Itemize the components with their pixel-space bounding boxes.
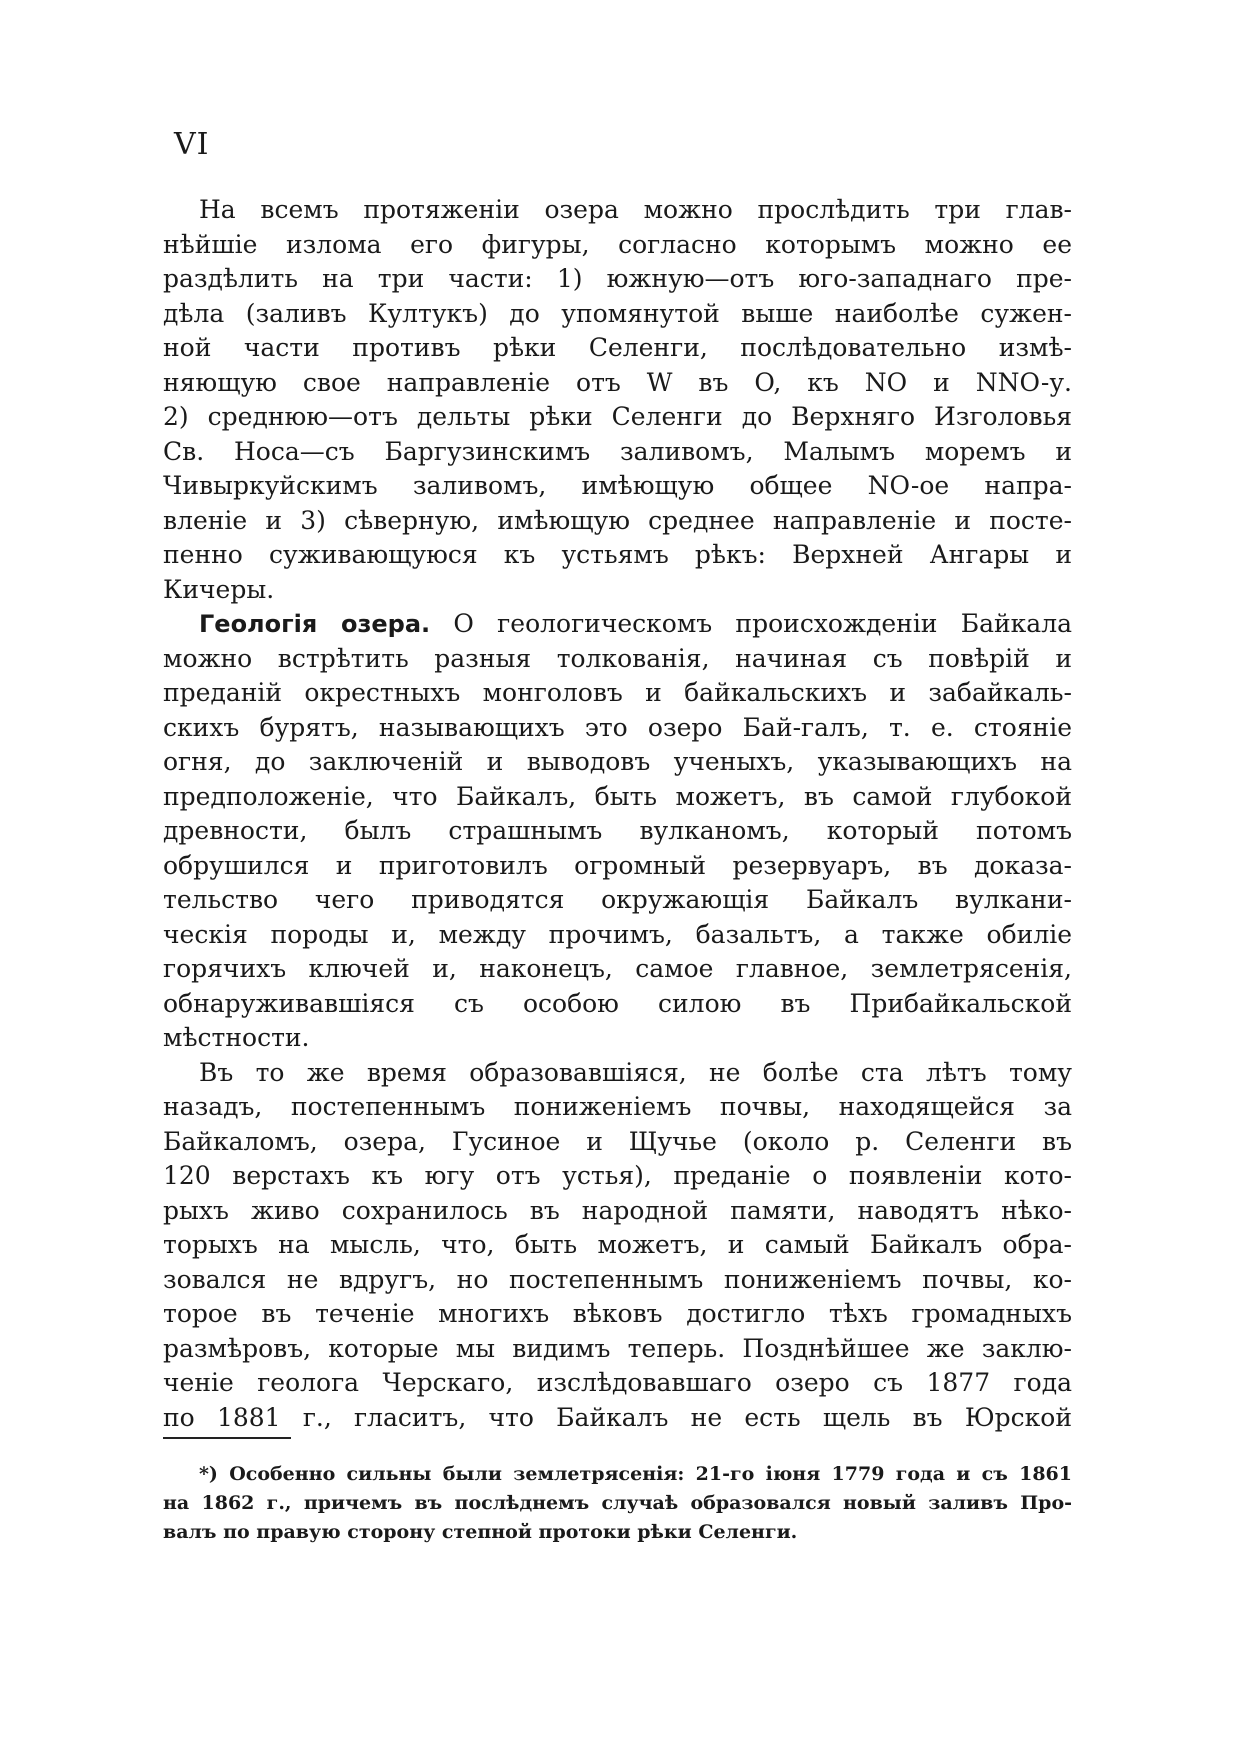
text-line: назадъ, постепеннымъ пониженіемъ почвы, находящейся за [163,1092,1072,1121]
text-line: мѣстности. [163,1023,310,1052]
text-line: обнаруживавшіяся съ особою силою въ Прибайкальской [163,988,1072,1018]
text-line: нѣйшіе излома его фигуры, согласно которымъ можно ее [163,229,1072,259]
text-line: Кичеры. [163,574,275,604]
paragraph-geology [163,607,1072,1056]
page-number: VI [174,127,210,162]
footnote-line: *) Особенно сильны были землетрясенія: 21-го іюня 1779 года и съ 1861 [199,1463,1072,1485]
text-line: вленіе и 3) сѣверную, имѣющую среднее направленіе и посте- [163,505,1072,535]
text-line: преданій окрестныхъ монголовъ и байкальскихъ и забайкаль- [163,678,1072,707]
text-line: Чивыркуйскимъ заливомъ, имѣющую общее NO-ое напра- [163,471,1072,500]
text-line: 120 верстахъ къ югу отъ устья), преданіе о появленіи кото- [163,1161,1072,1190]
text-line: по 1881 г., гласитъ, что Байкалъ не есть щель въ Юрской [163,1402,1072,1432]
text-line: 2) среднюю—отъ дельты рѣки Селенги до Верхняго Изголовья [163,402,1072,431]
text-line: тельство чего приводятся окружающія Байкалъ вулкани- [163,885,1072,914]
paragraph-lake-shape [163,193,1072,607]
footnote-line: валъ по правую сторону степной протоки рѣки Селенги. [163,1521,798,1543]
text-line: пенно суживающуюся къ устьямъ рѣкъ: Верхней Ангары и [163,540,1072,569]
text-line: зовался не вдругъ, но постепеннымъ пониженіемъ почвы, ко- [163,1264,1072,1294]
text-line: няющую свое направленіе отъ W въ O, къ NO и NNO-у. [163,367,1072,397]
text-line: Въ то же время образовавшіяся, не болѣе ста лѣтъ тому [199,1057,1072,1087]
text-line: На всемъ протяженіи озера можно прослѣдить три глав- [199,195,1072,224]
text-line: рыхъ живо сохранилось въ народной памяти, наводятъ нѣко- [163,1195,1072,1225]
footnote-divider [163,1437,291,1439]
text-line: дѣла (заливъ Култукъ) до упомянутой выше наиболѣе сужен- [163,298,1072,328]
text-line: ченіе геолога Черскаго, изслѣдовавшаго озеро съ 1877 года [163,1368,1072,1397]
text-line: Св. Носа—съ Баргузинскимъ заливомъ, Малымъ моремъ и [163,436,1072,466]
text-line: обрушился и приготовилъ огромный резервуаръ, въ доказа- [163,850,1072,880]
footnote-line: на 1862 г., причемъ въ послѣднемъ случаѣ образовался новый заливъ Про- [163,1492,1072,1514]
footnote [163,1460,1072,1547]
text-line: предположеніе, что Байкалъ, быть можетъ, въ самой глубокой [163,781,1072,811]
text-line [163,607,1072,642]
body-text [163,193,1072,1435]
text-line: ной части противъ рѣки Селенги, послѣдовательно измѣ- [163,333,1072,362]
text-line: можно встрѣтить разныя толкованія, начиная съ повѣрій и [163,643,1072,673]
text-line: огня, до заключеній и выводовъ ученыхъ, указывающихъ на [163,747,1072,776]
section-heading: Геологія озера. [199,610,431,638]
text-line: ческія породы и, между прочимъ, базальтъ, а также обиліе [163,919,1072,949]
text-line: раздѣлить на три части: 1) южную—отъ юго-западнаго пре- [163,264,1072,293]
text-span: О геологическомъ происхожденіи Байкала [430,609,1072,638]
text-line: скихъ бурятъ, называющихъ это озеро Бай-галъ, т. е. стояніе [163,712,1072,742]
text-line: горячихъ ключей и, наконецъ, самое главное, землетрясенія, [163,954,1072,983]
text-line: торое въ теченіе многихъ вѣковъ достигло тѣхъ громадныхъ [163,1299,1072,1328]
text-line: размѣровъ, которые мы видимъ теперь. Позднѣйшее же заклю- [163,1333,1072,1363]
text-line: древности, былъ страшнымъ вулканомъ, который потомъ [163,816,1072,845]
paragraph-lakes-origin [163,1056,1072,1436]
text-line: Байкаломъ, озера, Гусиное и Щучье (около р. Селенги въ [163,1126,1072,1156]
text-line: торыхъ на мысль, что, быть можетъ, и самый Байкалъ обра- [163,1230,1072,1259]
